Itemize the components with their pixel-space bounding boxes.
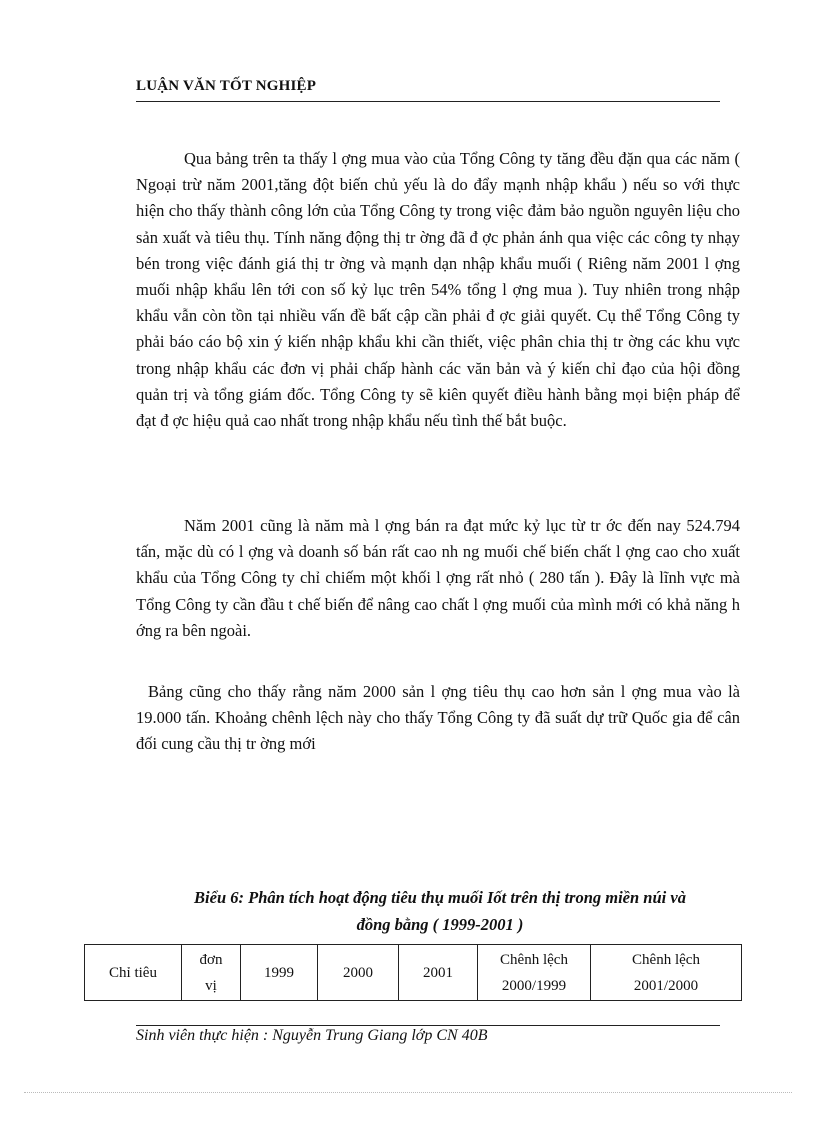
data-table — [84, 944, 742, 1001]
header-cell-text: Chênh lệch — [500, 951, 568, 968]
header-cell-1999 — [241, 945, 318, 1001]
header-cell-chenh-lech-2001-2000 — [591, 945, 742, 1001]
header-cell-text: 2001/2000 — [633, 977, 699, 994]
header-cell-text: 2000/1999 — [501, 977, 567, 994]
paragraph-2: Năm 2001 cũng là năm mà l ợng bán ra đạt mức kỷ lục từ tr ớc đến nay 524.794 tấn, mặc dù có l ợng và doanh số bán rất cao nh ng muối chế biến chất l ợng cao cho xuất khẩu của Tổng Công ty chỉ chiếm một khối l ợng rất nhỏ ( 280 tấn ). Đây là lĩnh vực mà Tổng Công ty cần đầu t chế biến để nâng cao chất l ợng muối của mình mới có khả năng h ớng ra bên ngoài. — [136, 516, 740, 640]
header-cell-2000 — [318, 945, 399, 1001]
header-cell-don-vi — [182, 945, 241, 1001]
footer-divider — [136, 1025, 720, 1026]
paragraph-3: Bảng cũng cho thấy rằng năm 2000 sản l ợng tiêu thụ cao hơn sản l ợng mua vào là 19.000 tấn. Khoảng chênh lệch này cho thấy Tổng Công ty đã suất dự trữ Quốc gia để cân đối cung cầu thị tr ờng mới — [136, 682, 740, 754]
header-cell-chenh-lech-2000-1999 — [478, 945, 591, 1001]
paragraph-block — [136, 679, 740, 758]
page-boundary-line — [24, 1092, 792, 1093]
header-cell-text: Chênh lệch — [632, 951, 700, 968]
header-cell-text: Chỉ tiêu — [109, 964, 157, 981]
document-header-title: LUẬN VĂN TỐT NGHIỆP — [136, 78, 317, 94]
header-cell-text: 2000 — [343, 964, 373, 981]
table-header-row — [85, 945, 742, 1001]
paragraph-block — [136, 146, 740, 434]
paragraph-block — [136, 513, 740, 644]
caption-line-2: đồng bằng ( 1999-2001 ) — [356, 915, 524, 934]
document-footer: Sinh viên thực hiện : Nguyễn Trung Giang lớp CN 40B — [136, 1027, 488, 1044]
header-cell-text: 1999 — [264, 964, 294, 981]
header-cell-2001 — [399, 945, 478, 1001]
paragraph-1: Qua bảng trên ta thấy l ợng mua vào của Tổng Công ty tăng đều đặn qua các năm ( Ngoại trừ năm 2001,tăng đột biến chủ yếu là do đẩy mạnh nhập khẩu ) nếu so với thực hiện cho thấy thành công lớn của Tổng Công ty trong việc đảm bảo nguồn nguyên liệu cho sản xuất và tiêu thụ. Tính năng động thị tr ờng đã đ ợc phản ánh qua việc các công ty nhạy bén trong việc đánh giá thị tr ờng và mạnh dạn nhập khẩu muối ( Riêng năm 2001 l ợng muối nhập khẩu lên tới con số kỷ lục trên 54% tổng l ợng mua ). Tuy nhiên trong nhập khẩu vẫn còn tồn tại nhiều vấn đề bất cập cần phải đ ợc giải quyết. Cụ thể Tổng Công ty phải báo cáo bộ xin ý kiến nhập khẩu khi cần thiết, việc phân chia thị tr ờng các khu vực trong nhập khẩu các đơn vị phải chấp hành các văn bản và ý kiến chỉ đạo của hội đồng quản trị và tổng giám đốc. Tổng Công ty sẽ kiên quyết điều hành bằng mọi biện pháp để đạt đ ợc hiệu quả cao nhất trong nhập khẩu nếu tình thế bắt buộc. — [136, 149, 740, 431]
header-divider — [136, 101, 720, 102]
header-cell-text: đơn — [199, 951, 223, 968]
caption-line-1: Biểu 6: Phân tích hoạt động tiêu thụ muối Iốt trên thị trong miền núi và — [194, 888, 686, 907]
header-cell-text: vị — [205, 977, 217, 994]
header-cell-text: 2001 — [423, 964, 453, 981]
header-cell-chi-tieu — [85, 945, 182, 1001]
table-caption — [140, 884, 740, 938]
